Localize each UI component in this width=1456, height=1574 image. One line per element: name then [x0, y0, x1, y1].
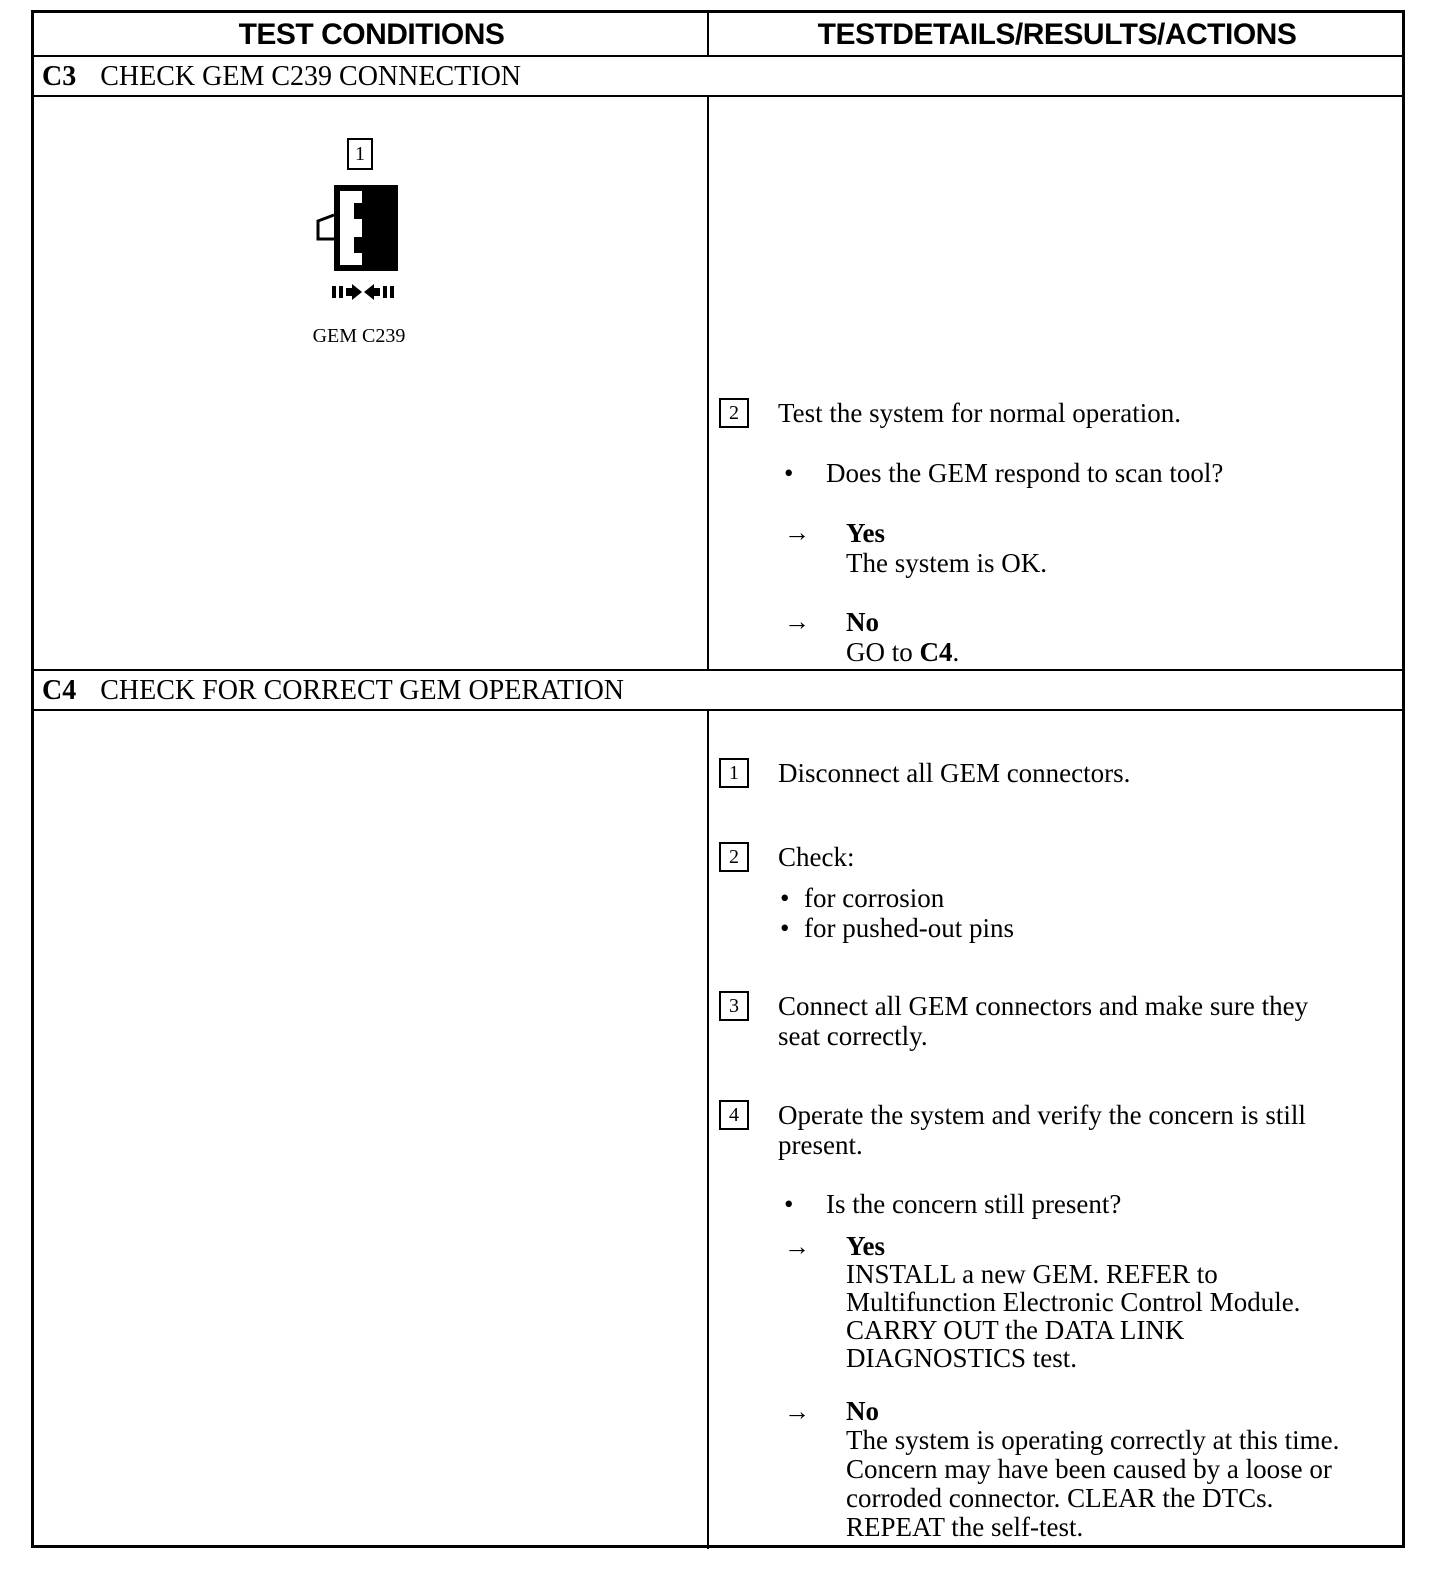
step-number-box: 3: [719, 991, 749, 1021]
header-test-details: TESTDETAILS/RESULTS/ACTIONS: [817, 18, 1297, 51]
result-no-line: REPEAT the self-test.: [846, 1512, 1084, 1542]
result-yes-label: Yes: [846, 518, 885, 548]
check-item: for pushed-out pins: [804, 913, 1014, 943]
arrow-right-icon: →: [784, 1232, 810, 1261]
arrow-right-icon: →: [784, 1397, 810, 1426]
question-text: Is the concern still present?: [826, 1189, 1122, 1219]
step-text-line: Operate the system and verify the concern is still: [778, 1100, 1306, 1130]
result-yes-line: CARRY OUT the DATA LINK: [846, 1315, 1185, 1345]
section-label-c4: CHECK FOR CORRECT GEM OPERATION: [100, 675, 625, 706]
result-no-label: No: [846, 1396, 879, 1426]
result-no-line: Concern may have been caused by a loose or: [846, 1454, 1332, 1484]
question-text: Does the GEM respond to scan tool?: [826, 458, 1224, 488]
result-yes-label: Yes: [846, 1231, 885, 1261]
c3-title-rule: [34, 95, 1402, 97]
result-yes: [846, 1232, 1300, 1372]
result-no-prefix: GO to: [846, 637, 920, 667]
result-yes-line: DIAGNOSTICS test.: [846, 1343, 1078, 1373]
result-yes-text: The system is OK.: [846, 548, 1047, 578]
step-text: Disconnect all GEM connectors.: [778, 758, 1131, 788]
step-number-box: 1: [719, 758, 749, 788]
bullet-icon: •: [784, 1189, 794, 1219]
bullet-icon: •: [780, 883, 790, 913]
header-divider: [707, 13, 709, 55]
result-no-line: The system is operating correctly at this time.: [846, 1425, 1340, 1455]
section-id-c3: C3: [42, 61, 77, 92]
result-no-suffix: .: [952, 637, 960, 667]
header-rule: [34, 55, 1402, 57]
result-no: [846, 607, 959, 667]
result-no-label: No: [846, 607, 879, 637]
c4-top-rule: [34, 669, 1402, 671]
check-item: for corrosion: [804, 883, 945, 913]
section-id-c4: C4: [42, 675, 77, 706]
c4-title-rule: [34, 709, 1402, 711]
diagnostic-table: [31, 10, 1405, 1548]
header-test-conditions: TEST CONDITIONS: [238, 18, 505, 51]
result-no-line: corroded connector. CLEAR the DTCs.: [846, 1483, 1274, 1513]
step-text: [778, 1100, 1306, 1160]
connector-icon: [310, 185, 406, 305]
step-text-line: present.: [778, 1130, 863, 1160]
arrow-right-icon: →: [784, 607, 810, 636]
step-text-line: Connect all GEM connectors and make sure they: [778, 991, 1309, 1021]
result-yes: [846, 518, 1047, 578]
result-no-target: C4: [919, 637, 953, 667]
arrow-right-icon: →: [784, 518, 810, 547]
c4-column-divider: [707, 711, 709, 1549]
result-no: [846, 1397, 1339, 1542]
result-yes-line: Multifunction Electronic Control Module.: [846, 1287, 1301, 1317]
section-label-c3: CHECK GEM C239 CONNECTION: [100, 61, 522, 92]
c3-column-divider: [707, 97, 709, 669]
section-title-c3: [42, 61, 521, 93]
bullet-icon: •: [780, 913, 790, 943]
step-text: Check:: [778, 842, 855, 872]
step-text: [778, 991, 1308, 1051]
result-yes-line: INSTALL a new GEM. REFER to: [846, 1259, 1218, 1289]
step-number-box: 2: [719, 398, 749, 428]
step-text: Test the system for normal operation.: [778, 398, 1182, 428]
step-text-line: seat correctly.: [778, 1021, 928, 1051]
step-number-box: 2: [719, 842, 749, 872]
step-number-box: 4: [719, 1100, 749, 1130]
bullet-icon: •: [784, 458, 794, 488]
connector-caption: GEM C239: [312, 325, 406, 347]
section-title-c4: [42, 675, 624, 707]
step-number-box: 1: [347, 138, 373, 170]
